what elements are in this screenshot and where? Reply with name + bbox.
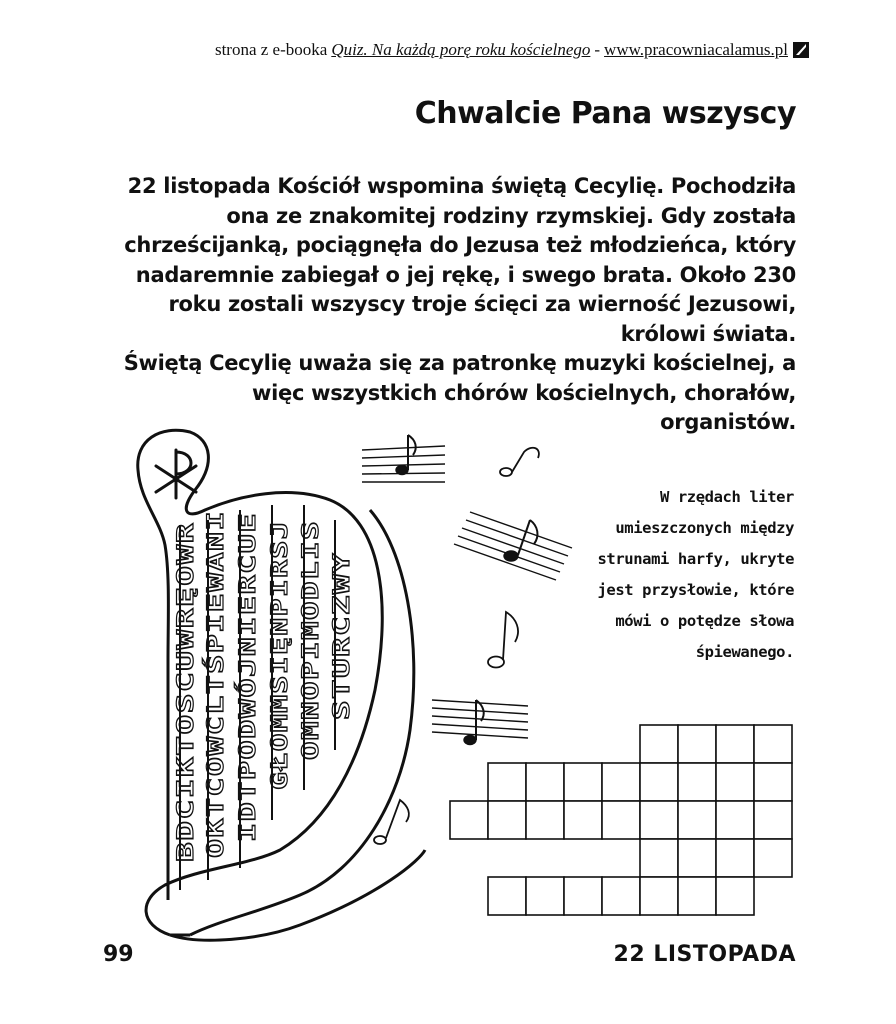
music-note-1 bbox=[500, 448, 539, 476]
harp-string: BDCIKTOSCUWRĘOWR bbox=[174, 634, 199, 862]
grid-row-3 bbox=[450, 801, 792, 839]
intro-paragraph-1: 22 listopada Kościół wspomina świętą Cecylię. Pochodziła ona ze znakomitej rodziny rzymskiej. Gdy została chrześcijanką, pociągnęła do Jezusa też młodzieńca, który nadaremnie zabiegał o jej rękę, i swego brata. Około 230 roku zostali wszyscy troje ścięci za wierność Jezusowi, królowi świata. bbox=[124, 174, 796, 346]
harp-strings bbox=[174, 505, 355, 890]
grid-row-5 bbox=[488, 877, 754, 915]
footer-date: 22 LISTOPADA bbox=[613, 942, 796, 967]
music-staff-3 bbox=[432, 700, 528, 745]
harp-string: IDTPODWÓJNIERCUE bbox=[236, 614, 261, 842]
header-website-link[interactable]: www.pracowniacalamus.pl bbox=[604, 40, 788, 59]
page-number: 99 bbox=[103, 942, 134, 967]
grid-row-2 bbox=[488, 763, 792, 801]
music-staff-1 bbox=[362, 435, 445, 482]
page-title: Chwalcie Pana wszyscy bbox=[414, 96, 796, 131]
harp-string: OKTCOWCLTŚPIEWANI bbox=[204, 615, 229, 858]
intro-paragraph-2: Świętą Cecylię uważa się za patronkę muzyki kościelnej, a więc wszystkich chórów kościelnych, chorałów, organistów. bbox=[123, 351, 796, 434]
grid-row-1 bbox=[640, 725, 792, 763]
header-book-title[interactable]: Quiz. Na każdą porę roku kościelnego bbox=[331, 40, 591, 59]
music-staff-2 bbox=[454, 512, 572, 580]
harp-string: OMNOPIMODLIS bbox=[299, 589, 324, 760]
header-separator: - bbox=[594, 40, 601, 59]
puzzle-hint: W rzędach liter umieszczonych między strunami harfy, ukryte jest przysłowie, które mówi o potędze słowa śpiewanego. bbox=[597, 488, 794, 661]
answer-grid bbox=[450, 725, 792, 915]
harp-string: GŁOMMSIĘNPIRSJ bbox=[268, 590, 293, 790]
header-prefix: strona z e-booka bbox=[214, 40, 328, 59]
harp-string: STURCZWY bbox=[330, 606, 355, 720]
chi-rho-icon bbox=[156, 450, 196, 498]
grid-row-4 bbox=[640, 839, 792, 877]
music-note-2 bbox=[488, 612, 518, 668]
